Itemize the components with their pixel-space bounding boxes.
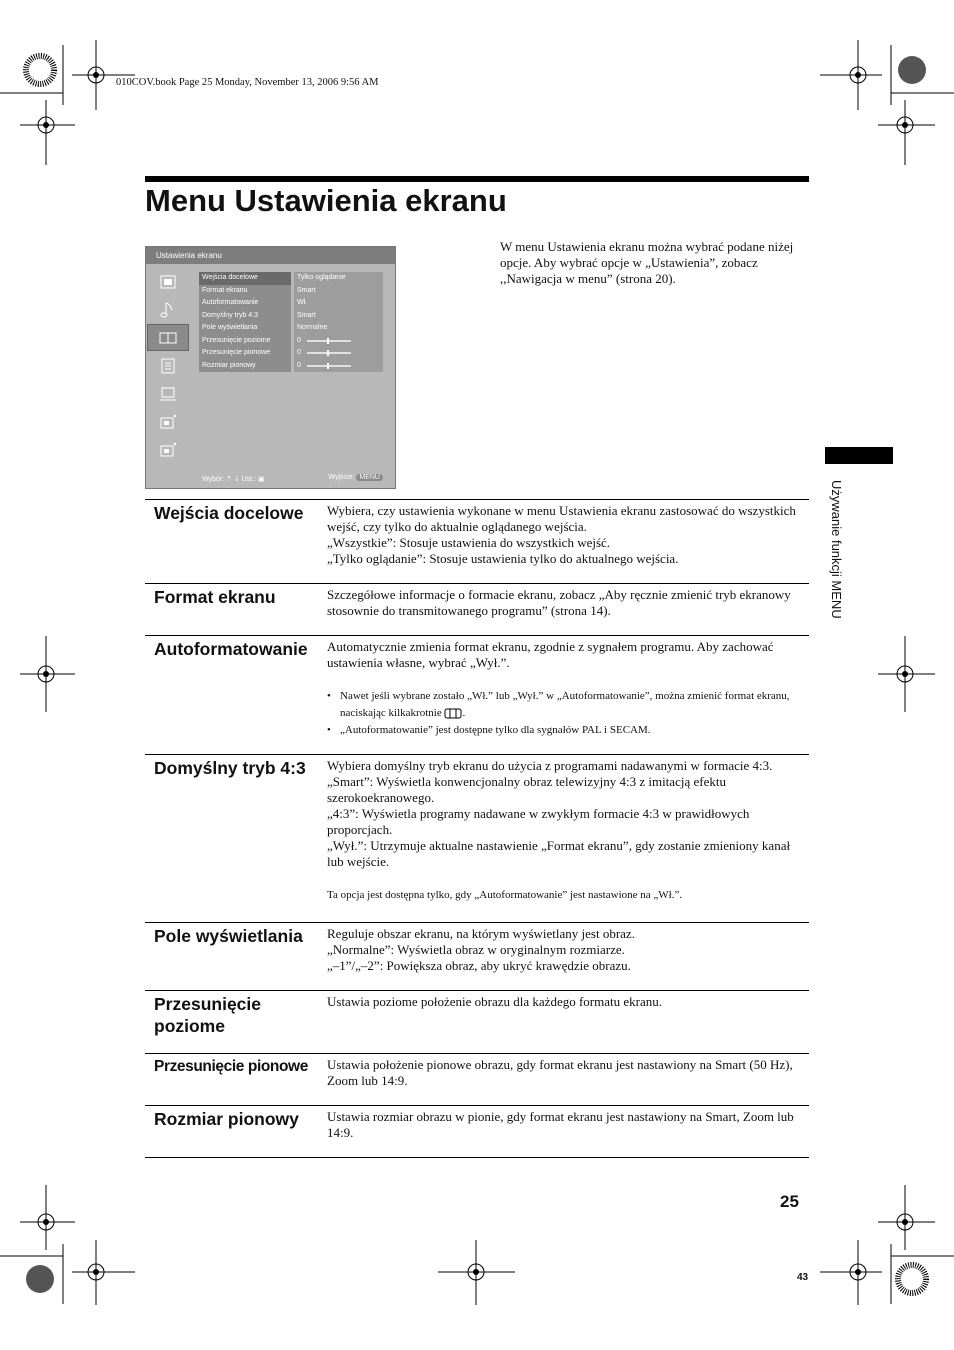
menu-row-value: [294, 310, 383, 323]
menu-options-table: [199, 272, 383, 372]
menu-footer-exit: [328, 474, 383, 481]
section-heading: Pole wyświetlania: [154, 926, 303, 946]
menu-row-label: Autoformatowanie: [199, 297, 291, 310]
menu-row: [199, 322, 383, 335]
menu-row: [199, 285, 383, 298]
section-wejscia-docelowe: [145, 499, 809, 584]
section-heading: Domyślny tryb 4:3: [154, 758, 306, 778]
menu-value-text: 0: [297, 349, 301, 357]
section-autoformatowanie: [145, 635, 809, 755]
section-domyslny-tryb: [145, 754, 809, 923]
body-line: „4:3”: Wyświetla programy nadawane w zwykłym formacie 4:3 w prawidłowych proporcjach.: [327, 806, 750, 837]
menu-header: Ustawienia ekranu: [146, 247, 395, 264]
body-line: Reguluje obszar ekranu, na którym wyświetlany jest obraz.: [327, 926, 635, 941]
section-przesuniecie-pionowe: [145, 1053, 809, 1106]
body-line: „Smart”: Wyświetla konwencjonalny obraz telewizyjny 4:3 z imitacją efektu szerokoekranowego.: [327, 774, 726, 805]
body-line: Ustawia rozmiar obrazu w pionie, gdy format ekranu jest nastawiony na Smart, Zoom lub 14:9.: [327, 1109, 794, 1140]
section-body: [327, 639, 807, 739]
setup-list-icon: [148, 353, 188, 378]
bottom-rule: [145, 1157, 809, 1158]
menu-row-value: [294, 285, 383, 298]
menu-value-text: Smart: [297, 286, 316, 294]
menu-row-label: Przesunięcie poziome: [199, 335, 291, 348]
pip-icon-2: [148, 437, 188, 462]
menu-row: [199, 335, 383, 348]
section-body: [327, 1109, 807, 1141]
menu-button-glyph: MENU: [356, 474, 383, 481]
body-line: Automatycznie zmienia format ekranu, zgodnie z sygnałem programu. Aby zachować ustawienia własne, wybrać „Wył.”.: [327, 639, 774, 670]
exit-label: Wyjście:: [328, 474, 355, 481]
section-body: [327, 994, 807, 1010]
section-body: [327, 587, 807, 619]
page-number: 25: [780, 1192, 799, 1211]
body-line: Ustawia położenie pionowe obrazu, gdy format ekranu jest nastawiony na Smart (50 Hz), Zoom lub 14:9.: [327, 1057, 793, 1088]
menu-row-label: Pole wyświetlania: [199, 322, 291, 335]
sheet-number: 43: [797, 1272, 809, 1283]
section-przesuniecie-poziome: [145, 990, 809, 1054]
menu-slider: [307, 352, 351, 354]
menu-value-text: Normalne: [297, 324, 328, 332]
side-tab-label: [822, 480, 852, 680]
note-text: Nawet jeśli wybrane zostało „Wł.” lub „Wył.” w „Autoformatowanie”, można zmienić format ekranu, naciskając kilkakrotnie: [340, 690, 790, 719]
section-rozmiar-pionowy: [145, 1105, 809, 1158]
menu-slider: [307, 365, 351, 367]
menu-row-label: Wejścia docelowe: [199, 272, 291, 285]
menu-row-label: Przesunięcie pionowe: [199, 347, 291, 360]
intro-text: W menu Ustawienia ekranu można wybrać podane niżej opcje. Aby wybrać opcje w „Ustawienia”, zobacz ,,Nawigacja w menu” (strona 20).: [500, 239, 794, 286]
body-line: „Wył.”: Utrzymuje aktualne nastawienie „Format ekranu”, gdy zostanie zmieniony kanał lub wejście.: [327, 838, 791, 869]
menu-value-text: 0: [297, 361, 301, 369]
menu-row-label: Rozmiar pionowy: [199, 360, 291, 373]
pc-icon: [148, 381, 188, 406]
menu-row-label: Domyślny tryb 4:3: [199, 310, 291, 323]
section-body: [327, 1057, 807, 1089]
section-heading: Wejścia docelowe: [154, 503, 304, 523]
menu-value-text: Wł.: [297, 299, 308, 307]
menu-row-value: [294, 335, 383, 348]
menu-row-value: [294, 297, 383, 310]
section-heading: Przesunięcie poziome: [154, 994, 261, 1036]
body-line: „Normalne”: Wyświetla obraz w oryginalnym rozmiarze.: [327, 942, 625, 957]
picture-icon: [148, 269, 188, 294]
title-rule: [145, 176, 809, 182]
note-item: • Nawet jeśli wybrane zostało „Wł.” lub „Wył.” w „Autoformatowanie”, można zmienić format ekranu, naciskając kilkakrotnie .: [327, 688, 807, 722]
menu-value-text: 0: [297, 336, 301, 344]
body-line: „–1”/„–2”: Powiększa obraz, aby ukryć krawędzie obrazu.: [327, 958, 631, 973]
section-heading: Przesunięcie pionowe: [154, 1058, 308, 1075]
body-line: Wybiera, czy ustawienia wykonane w menu Ustawienia ekranu zastosować do wszystkich wejść, czy tylko do aktualnie oglądanego wejścia.: [327, 503, 796, 534]
menu-footer: [146, 469, 395, 488]
menu-row: [199, 360, 383, 373]
menu-row-value: [294, 272, 383, 285]
side-tab-bar: [825, 447, 893, 464]
menu-screenshot: [145, 246, 396, 489]
body-line: „Wszystkie”: Stosuje ustawienia do wszystkich wejść.: [327, 535, 611, 550]
menu-row: [199, 310, 383, 323]
note-item: • „Autoformatowanie” jest dostępne tylko dla sygnałów PAL i SECAM.: [327, 722, 807, 739]
menu-row-label: Format ekranu: [199, 285, 291, 298]
menu-row: [199, 272, 383, 285]
section-heading: Rozmiar pionowy: [154, 1109, 299, 1129]
section-format-ekranu: [145, 583, 809, 636]
music-note-icon: [148, 297, 188, 322]
menu-row-value: [294, 360, 383, 373]
section-body: [327, 926, 807, 974]
file-header: 010COV.book Page 25 Monday, November 13, 2006 9:56 AM: [116, 77, 379, 88]
menu-slider: [307, 340, 351, 342]
menu-icon-column: [148, 269, 192, 465]
menu-value-text: Tylko oglądanie: [297, 274, 346, 282]
section-body: [327, 503, 807, 567]
menu-row-value: [294, 322, 383, 335]
body-line: Ustawia poziome położenie obrazu dla każdego formatu ekranu.: [327, 994, 662, 1009]
section-heading: Autoformatowanie: [154, 639, 308, 659]
menu-row: [199, 347, 383, 360]
note-list: [327, 688, 807, 739]
note-text: Ta opcja jest dostępna tylko, gdy „Autoformatowanie” jest nastawione na „Wł.”.: [327, 889, 683, 901]
page-title: Menu Ustawienia ekranu: [145, 183, 507, 218]
side-tab-text: Używanie funkcji MENU: [829, 480, 844, 619]
body-line: Wybiera domyślny tryb ekranu do użycia z programami nadawanymi w formacie 4:3.: [327, 758, 773, 773]
menu-footer-nav-hint: Wybór: ⇡ ⇣ Ust.: ▣: [202, 476, 265, 483]
pip-icon-1: [148, 409, 188, 434]
body-line: „Tylko oglądanie”: Stosuje ustawienia tylko do aktualnego wejścia.: [327, 551, 679, 566]
menu-row-value: [294, 347, 383, 360]
section-pole-wyswietlania: [145, 922, 809, 991]
menu-row: [199, 297, 383, 310]
screen-icon: [148, 325, 188, 350]
section-body: [327, 758, 807, 903]
menu-value-text: Smart: [297, 311, 316, 319]
body-line: Szczegółowe informacje o formacie ekranu, zobacz „Aby ręcznie zmienić tryb ekranowy stosownie do transmitowanego programu” (strona 14).: [327, 587, 791, 618]
section-heading: Format ekranu: [154, 587, 276, 607]
wide-mode-button-icon: [444, 708, 462, 719]
